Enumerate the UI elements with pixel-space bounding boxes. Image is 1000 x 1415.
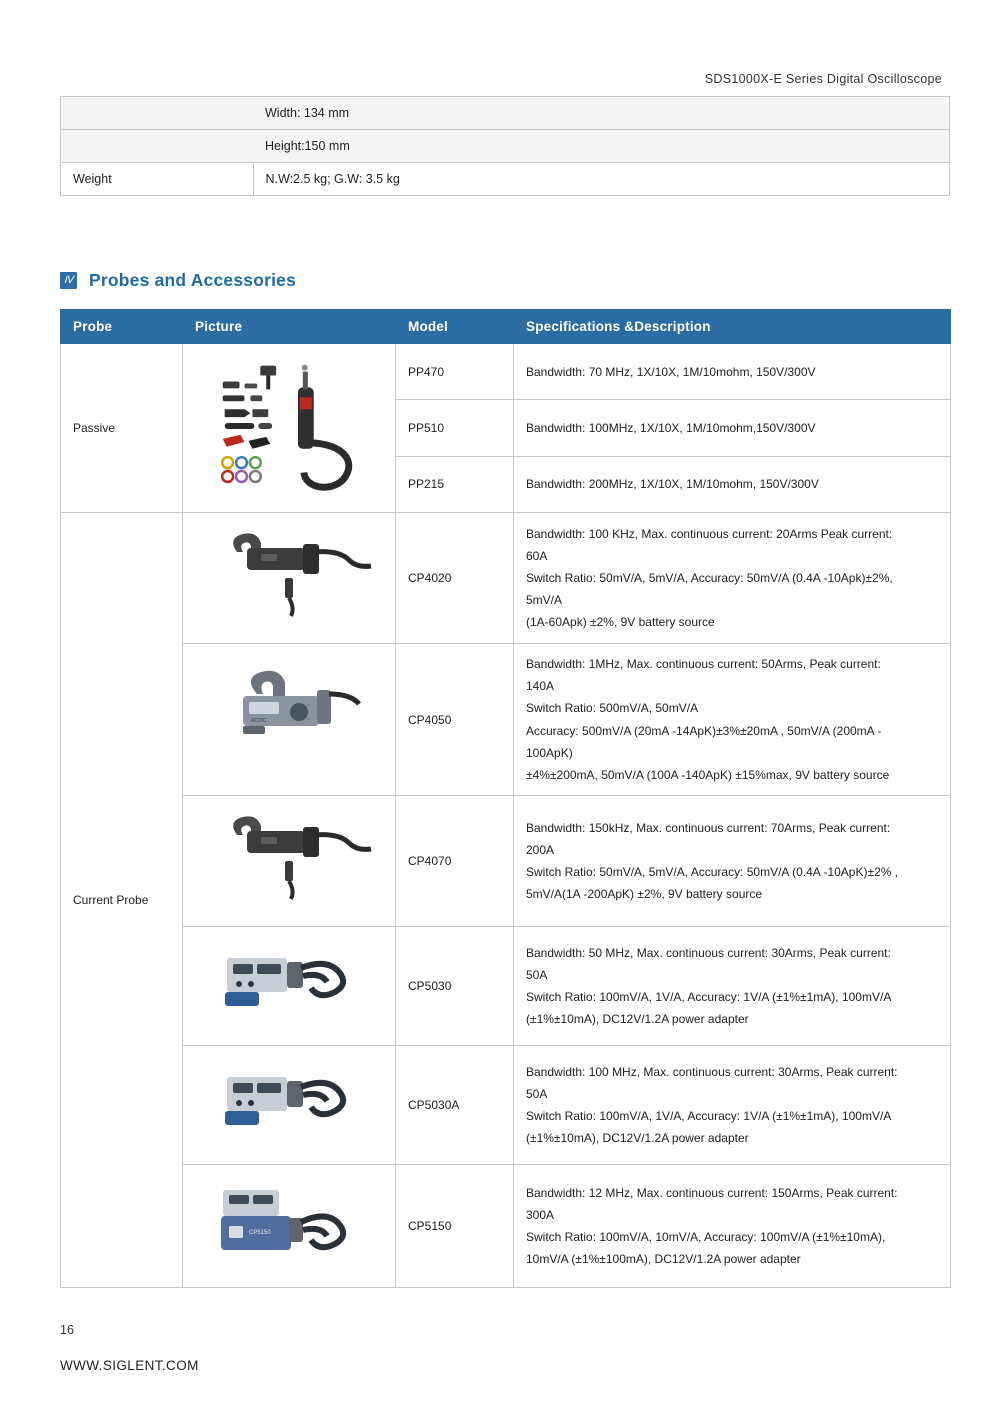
model-pp470: PP470 <box>396 344 514 400</box>
model-cp5150: CP5150 <box>396 1165 514 1288</box>
model-cp5030a: CP5030A <box>396 1046 514 1165</box>
spec-value-weight: N.W:2.5 kg; G.W: 3.5 kg <box>253 163 950 196</box>
spec-cp4050 <box>514 644 951 796</box>
passive-probe-kit-photo <box>195 353 383 503</box>
spec-pp470 <box>514 344 951 400</box>
section-heading <box>60 270 950 291</box>
spec-pp510 <box>514 400 951 456</box>
footer-url: WWW.SIGLENT.COM <box>60 1358 199 1373</box>
picture-cp5150 <box>183 1165 396 1288</box>
spec-line: 200A <box>526 842 555 857</box>
svg-text:CP5150: CP5150 <box>249 1230 271 1237</box>
spec-line: Bandwidth: 100 KHz, Max. continuous current: 20Arms Peak current: <box>526 526 893 541</box>
spec-line: 300A <box>526 1207 555 1222</box>
table-row <box>61 1165 951 1288</box>
spec-line: Switch Ratio: 50mV/A, 5mV/A, Accuracy: 50mV/A (0.4A -10Apk)±2%, <box>526 570 893 585</box>
active-current-probe-photo <box>199 936 379 1036</box>
column-header-specifications: Specifications &Description <box>514 310 951 344</box>
spec-line: 10mV/A (±1%±100mA), DC12V/1.2A power adapter <box>526 1252 801 1267</box>
picture-cp5030a <box>183 1046 396 1165</box>
page-title: Probes and Accessories <box>89 270 297 290</box>
spec-line: ±4%±200mA, 50mV/A (100A -140ApK) ±15%max, 9V battery source <box>526 767 890 782</box>
page-number: 16 <box>60 1323 74 1337</box>
spec-cp5030 <box>514 927 951 1046</box>
spec-label-empty <box>61 130 254 163</box>
spec-line: Switch Ratio: 100mV/A, 1V/A, Accuracy: 1V/A (±1%±1mA), 100mV/A <box>526 990 892 1005</box>
table-row <box>61 97 950 130</box>
spec-line: Bandwidth: 12 MHz, Max. continuous current: 150Arms, Peak current: <box>526 1185 898 1200</box>
probe-type-current-probe: Current Probe <box>61 513 183 1288</box>
spec-line: Switch Ratio: 100mV/A, 10mV/A, Accuracy: 100mV/A (±1%±10mA), <box>526 1230 886 1245</box>
probes-and-accessories-table <box>60 309 951 1288</box>
model-cp4070: CP4070 <box>396 796 514 927</box>
spec-line: Accuracy: 500mV/A (20mA -14ApK)±3%±20mA , 50mV/A (200mA - <box>526 723 882 738</box>
spec-line: Bandwidth: 1MHz, Max. continuous current: 50Arms, Peak current: <box>526 657 881 671</box>
clamp-current-probe-photo <box>199 805 379 917</box>
spec-line: 50A <box>526 1086 548 1101</box>
spec-line: Bandwidth: 200MHz, 1X/10X, 1M/10mohm, 150V/300V <box>526 477 819 492</box>
spec-line: Bandwidth: 150kHz, Max. continuous current: 70Arms, Peak current: <box>526 820 891 835</box>
clamp-current-probe-photo <box>199 522 379 634</box>
spec-line: (±1%±10mA), DC12V/1.2A power adapter <box>526 1012 749 1027</box>
spec-line: 100ApK) <box>526 745 573 760</box>
spec-line: 5mV/A(1A -200ApK) ±2%, 9V battery source <box>526 887 763 902</box>
spec-label-weight: Weight <box>61 163 254 196</box>
table-row <box>61 163 950 196</box>
table-header-row <box>61 310 951 344</box>
spec-pp215 <box>514 456 951 512</box>
active-current-probe-photo <box>199 1055 379 1155</box>
spec-line: Bandwidth: 100MHz, 1X/10X, 1M/10mohm,150V/300V <box>526 420 816 435</box>
picture-cp5030 <box>183 927 396 1046</box>
table-row <box>61 344 951 400</box>
model-cp4050: CP4050 <box>396 644 514 796</box>
spec-line: 5mV/A <box>526 593 563 608</box>
page-header: SDS1000X-E Series Digital Oscilloscope <box>704 72 942 86</box>
model-cp5030: CP5030 <box>396 927 514 1046</box>
spec-line: 50A <box>526 967 548 982</box>
table-row <box>61 130 950 163</box>
column-header-picture: Picture <box>183 310 396 344</box>
model-pp215: PP215 <box>396 456 514 512</box>
spec-line: Bandwidth: 70 MHz, 1X/10X, 1M/10mohm, 150V/300V <box>526 364 816 379</box>
spec-cp5150 <box>514 1165 951 1288</box>
column-header-probe: Probe <box>61 310 183 344</box>
spec-cp5030a <box>514 1046 951 1165</box>
table-row <box>61 927 951 1046</box>
table-row <box>61 644 951 796</box>
probe-type-passive: Passive <box>61 344 183 513</box>
spec-label-empty <box>61 97 254 130</box>
spec-line: (±1%±10mA), DC12V/1.2A power adapter <box>526 1131 749 1146</box>
spec-line: Bandwidth: 50 MHz, Max. continuous current: 30Arms, Peak current: <box>526 945 891 960</box>
model-cp4020: CP4020 <box>396 513 514 644</box>
table-row <box>61 796 951 927</box>
spec-line: Switch Ratio: 500mV/A, 50mV/A <box>526 701 699 716</box>
spec-value-width: Width: 134 mm <box>253 97 950 130</box>
large-active-current-probe-photo <box>199 1174 379 1278</box>
svg-text:AC/DC: AC/DC <box>251 717 267 724</box>
spec-line: 60A <box>526 548 548 563</box>
page-content <box>60 96 950 1288</box>
spec-line: Switch Ratio: 100mV/A, 1V/A, Accuracy: 1V/A (±1%±1mA), 100mV/A <box>526 1109 892 1124</box>
column-header-model: Model <box>396 310 514 344</box>
table-row <box>61 1046 951 1165</box>
picture-cp4050 <box>183 644 396 796</box>
spec-line: Switch Ratio: 50mV/A, 5mV/A, Accuracy: 50mV/A (0.4A -10ApK)±2% , <box>526 865 899 880</box>
spec-line: 140A <box>526 679 555 694</box>
section-marker-icon: Ⅳ <box>60 272 77 289</box>
model-pp510: PP510 <box>396 400 514 456</box>
picture-passive-probe-kit <box>183 344 396 513</box>
picture-cp4070 <box>183 796 396 927</box>
spec-value-height: Height:150 mm <box>253 130 950 163</box>
table-row <box>61 513 951 644</box>
picture-cp4020 <box>183 513 396 644</box>
dimensions-table <box>60 96 950 196</box>
handheld-clamp-meter-probe-photo <box>199 660 379 780</box>
spec-cp4020 <box>514 513 951 644</box>
spec-cp4070 <box>514 796 951 927</box>
spec-line: (1A-60Apk) ±2%, 9V battery source <box>526 615 715 630</box>
spec-line: Bandwidth: 100 MHz, Max. continuous current: 30Arms, Peak current: <box>526 1064 898 1079</box>
